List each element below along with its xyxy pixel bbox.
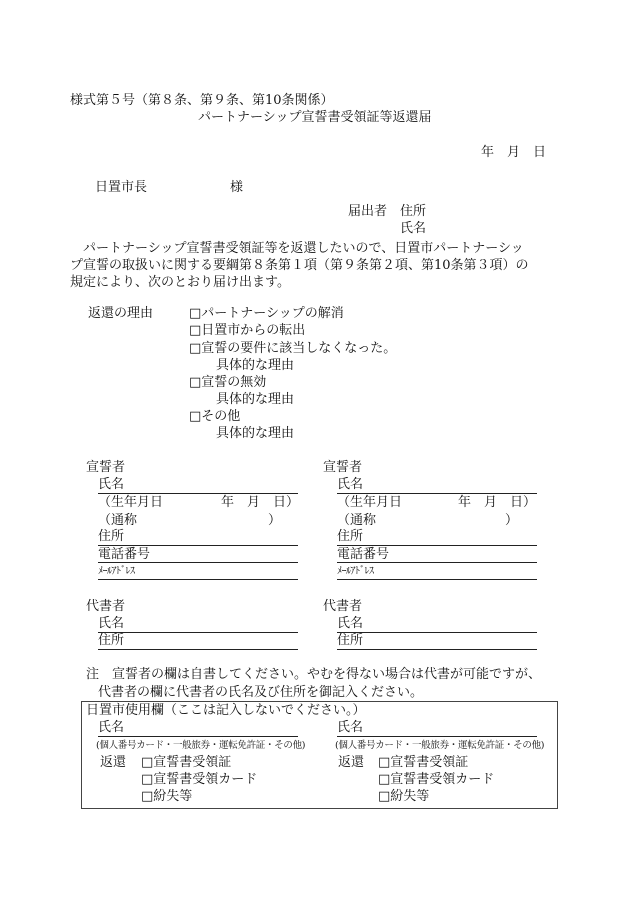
- declarant-label: 宣誓者: [86, 460, 126, 475]
- address-label: 住所: [98, 529, 125, 544]
- proxy-name-line[interactable]: [337, 632, 537, 633]
- return-checkbox: □紛失等: [378, 789, 430, 804]
- declarant-name-label: 氏名: [337, 477, 364, 492]
- address-label: 住所: [337, 529, 364, 544]
- note-line: 注 宣誓者の欄は自書してください。やむを得ない場合は代書が可能ですが、: [86, 667, 542, 682]
- note-line: 代書者の欄に代書者の氏名及び住所を御記入ください。: [98, 685, 424, 700]
- proxy-name-line[interactable]: [98, 632, 298, 633]
- reason-checkbox[interactable]: □その他: [189, 409, 241, 424]
- reason-checkbox[interactable]: □宣誓の要件に該当しなくなった。: [189, 341, 397, 356]
- alias-label: （通称: [98, 513, 138, 528]
- applicant-label: 届出者: [348, 204, 388, 219]
- office-use-title: 日置市使用欄（ここは記入しないでください。）: [86, 703, 366, 718]
- applicant-name: 氏名: [400, 221, 427, 236]
- proxy-label: 代書者: [323, 599, 363, 614]
- form-title: パートナーシップ宣誓書受領証等返還届: [198, 110, 432, 125]
- reason-detail: 具体的な理由: [216, 392, 295, 407]
- body-line: プ宣誓の取扱いに関する要綱第８条第１項（第９条第２項、第10条第３項）の: [70, 258, 529, 273]
- return-checkbox: □宣誓書受領証: [141, 755, 232, 770]
- email-line[interactable]: [337, 579, 537, 580]
- alias-close: ）: [268, 513, 282, 528]
- email-label: ﾒｰﾙｱﾄﾞﾚｽ: [98, 566, 135, 577]
- email-label: ﾒｰﾙｱﾄﾞﾚｽ: [337, 566, 374, 577]
- proxy-address-line[interactable]: [337, 649, 537, 650]
- email-line[interactable]: [98, 579, 298, 580]
- body-line: パートナーシップ宣誓書受領証等を返還したいので、日置市パートナーシッ: [70, 241, 524, 256]
- office-name-label: 氏名: [337, 720, 364, 735]
- return-checkbox: □宣誓書受領カード: [141, 772, 258, 787]
- addressee-honorific: 様: [230, 180, 244, 195]
- id-types: (個人番号カード・一般旅券・運転免許証・その他): [96, 740, 306, 751]
- proxy-label: 代書者: [86, 599, 126, 614]
- reason-checkbox[interactable]: □宣誓の無効: [189, 375, 267, 390]
- alias-label: （通称: [337, 513, 377, 528]
- id-types: (個人番号カード・一般旅券・運転免許証・その他): [335, 740, 545, 751]
- phone-label: 電話番号: [98, 547, 151, 562]
- reason-detail: 具体的な理由: [216, 358, 295, 373]
- proxy-address-line[interactable]: [98, 649, 298, 650]
- phone-label: 電話番号: [337, 547, 390, 562]
- birth-label: （生年月日: [337, 495, 403, 510]
- reason-detail: 具体的な理由: [216, 426, 295, 441]
- reason-checkbox[interactable]: □パートナーシップの解消: [189, 306, 344, 321]
- return-checkbox: □紛失等: [141, 789, 193, 804]
- date-field: 年 月 日: [481, 145, 547, 160]
- proxy-address-label: 住所: [337, 633, 364, 648]
- reason-checkbox[interactable]: □日置市からの転出: [189, 323, 306, 338]
- return-checkbox: □宣誓書受領証: [378, 755, 469, 770]
- return-checkbox: □宣誓書受領カード: [378, 772, 495, 787]
- return-label: 返還: [100, 755, 127, 770]
- applicant-address: 住所: [400, 204, 427, 219]
- birth-ymd: 年 月 日）: [221, 495, 300, 510]
- birth-ymd: 年 月 日）: [458, 495, 537, 510]
- declarant-name-label: 氏名: [98, 477, 125, 492]
- proxy-name-label: 氏名: [337, 616, 364, 631]
- office-name-label: 氏名: [98, 720, 125, 735]
- proxy-name-label: 氏名: [98, 616, 125, 631]
- addressee-name: 日置市長: [95, 180, 148, 195]
- proxy-address-label: 住所: [98, 633, 125, 648]
- birth-label: （生年月日: [98, 495, 164, 510]
- form-number: 様式第５号（第８条、第９条、第10条関係）: [70, 93, 334, 108]
- body-line: 規定により、次のとおり届け出ます。: [70, 275, 290, 290]
- alias-close: ）: [505, 513, 519, 528]
- reason-label: 返還の理由: [88, 306, 154, 321]
- return-label: 返還: [338, 755, 365, 770]
- declarant-label: 宣誓者: [323, 460, 363, 475]
